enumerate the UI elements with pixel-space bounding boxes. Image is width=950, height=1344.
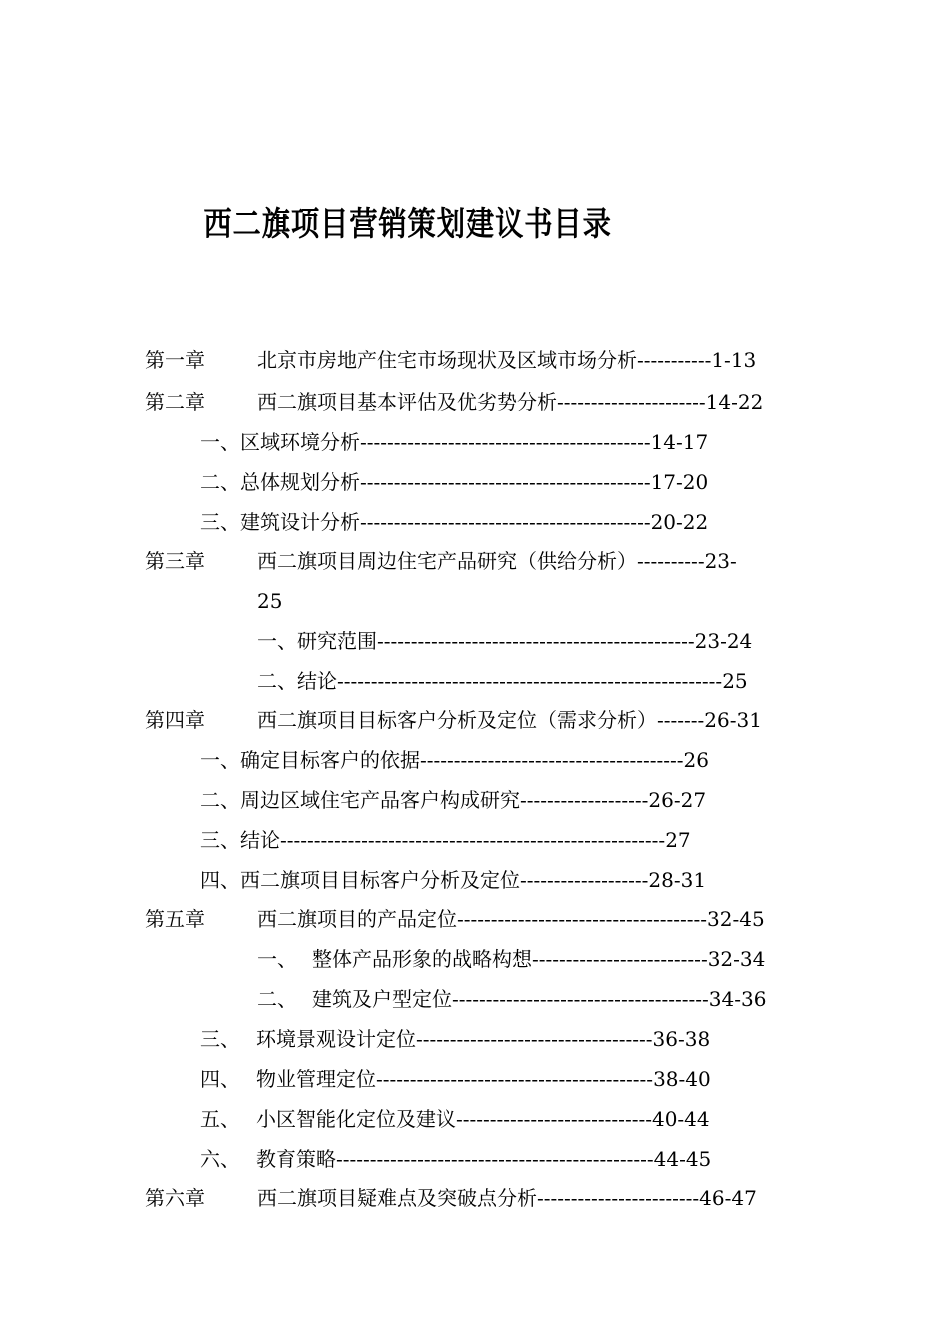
section-number: 五、	[200, 1107, 240, 1131]
chapter-title-continued: 25	[257, 589, 283, 613]
toc-section: 二、结论---------------------------------------------------------25	[257, 669, 748, 693]
chapter-title: 西二旗项目的产品定位-------------------------------------32-45	[257, 907, 765, 931]
chapter-label: 第五章	[145, 907, 205, 931]
chapter-title: 西二旗项目基本评估及优劣势分析----------------------14-22	[257, 390, 764, 414]
section-number: 六、	[200, 1147, 240, 1171]
chapter-label: 第一章	[145, 348, 205, 372]
toc-section: 三、结论---------------------------------------------------------27	[200, 828, 691, 852]
section-number: 四、	[200, 1067, 240, 1091]
chapter-title: 北京市房地产住宅市场现状及区域市场分析-----------1-13	[257, 348, 757, 372]
chapter-label: 第六章	[145, 1186, 205, 1210]
section-title: 教育策略-----------------------------------------------44-45	[256, 1147, 712, 1171]
toc-section: 一、研究范围-----------------------------------------------23-24	[257, 629, 753, 653]
section-title: 物业管理定位-----------------------------------------38-40	[256, 1067, 711, 1091]
chapter-title: 西二旗项目疑难点及突破点分析------------------------46-47	[257, 1186, 757, 1210]
chapter-title: 西二旗项目周边住宅产品研究（供给分析）----------23-	[257, 549, 737, 573]
section-title: 小区智能化定位及建议-----------------------------40-44	[256, 1107, 710, 1131]
page-title: 西二旗项目营销策划建议书目录	[203, 204, 612, 243]
chapter-label: 第三章	[145, 549, 205, 573]
toc-section: 一、确定目标客户的依据---------------------------------------26	[200, 748, 710, 772]
chapter-label: 第四章	[145, 708, 205, 732]
chapter-title: 西二旗项目目标客户分析及定位（需求分析）-------26-31	[257, 708, 762, 732]
toc-section: 二、总体规划分析-------------------------------------------17-20	[200, 470, 709, 494]
section-title: 环境景观设计定位-----------------------------------36-38	[256, 1027, 711, 1051]
section-number: 三、	[200, 1027, 240, 1051]
toc-section: 四、西二旗项目目标客户分析及定位-------------------28-31	[200, 868, 707, 892]
section-number: 一、	[257, 947, 297, 971]
toc-section: 一、区域环境分析-------------------------------------------14-17	[200, 430, 709, 454]
section-title: 建筑及户型定位--------------------------------------34-36	[312, 987, 767, 1011]
toc-section: 二、周边区域住宅产品客户构成研究-------------------26-27	[200, 788, 707, 812]
section-title: 整体产品形象的战略构想--------------------------32-34	[312, 947, 766, 971]
toc-section: 三、建筑设计分析-------------------------------------------20-22	[200, 510, 709, 534]
section-number: 二、	[257, 987, 297, 1011]
chapter-label: 第二章	[145, 390, 205, 414]
